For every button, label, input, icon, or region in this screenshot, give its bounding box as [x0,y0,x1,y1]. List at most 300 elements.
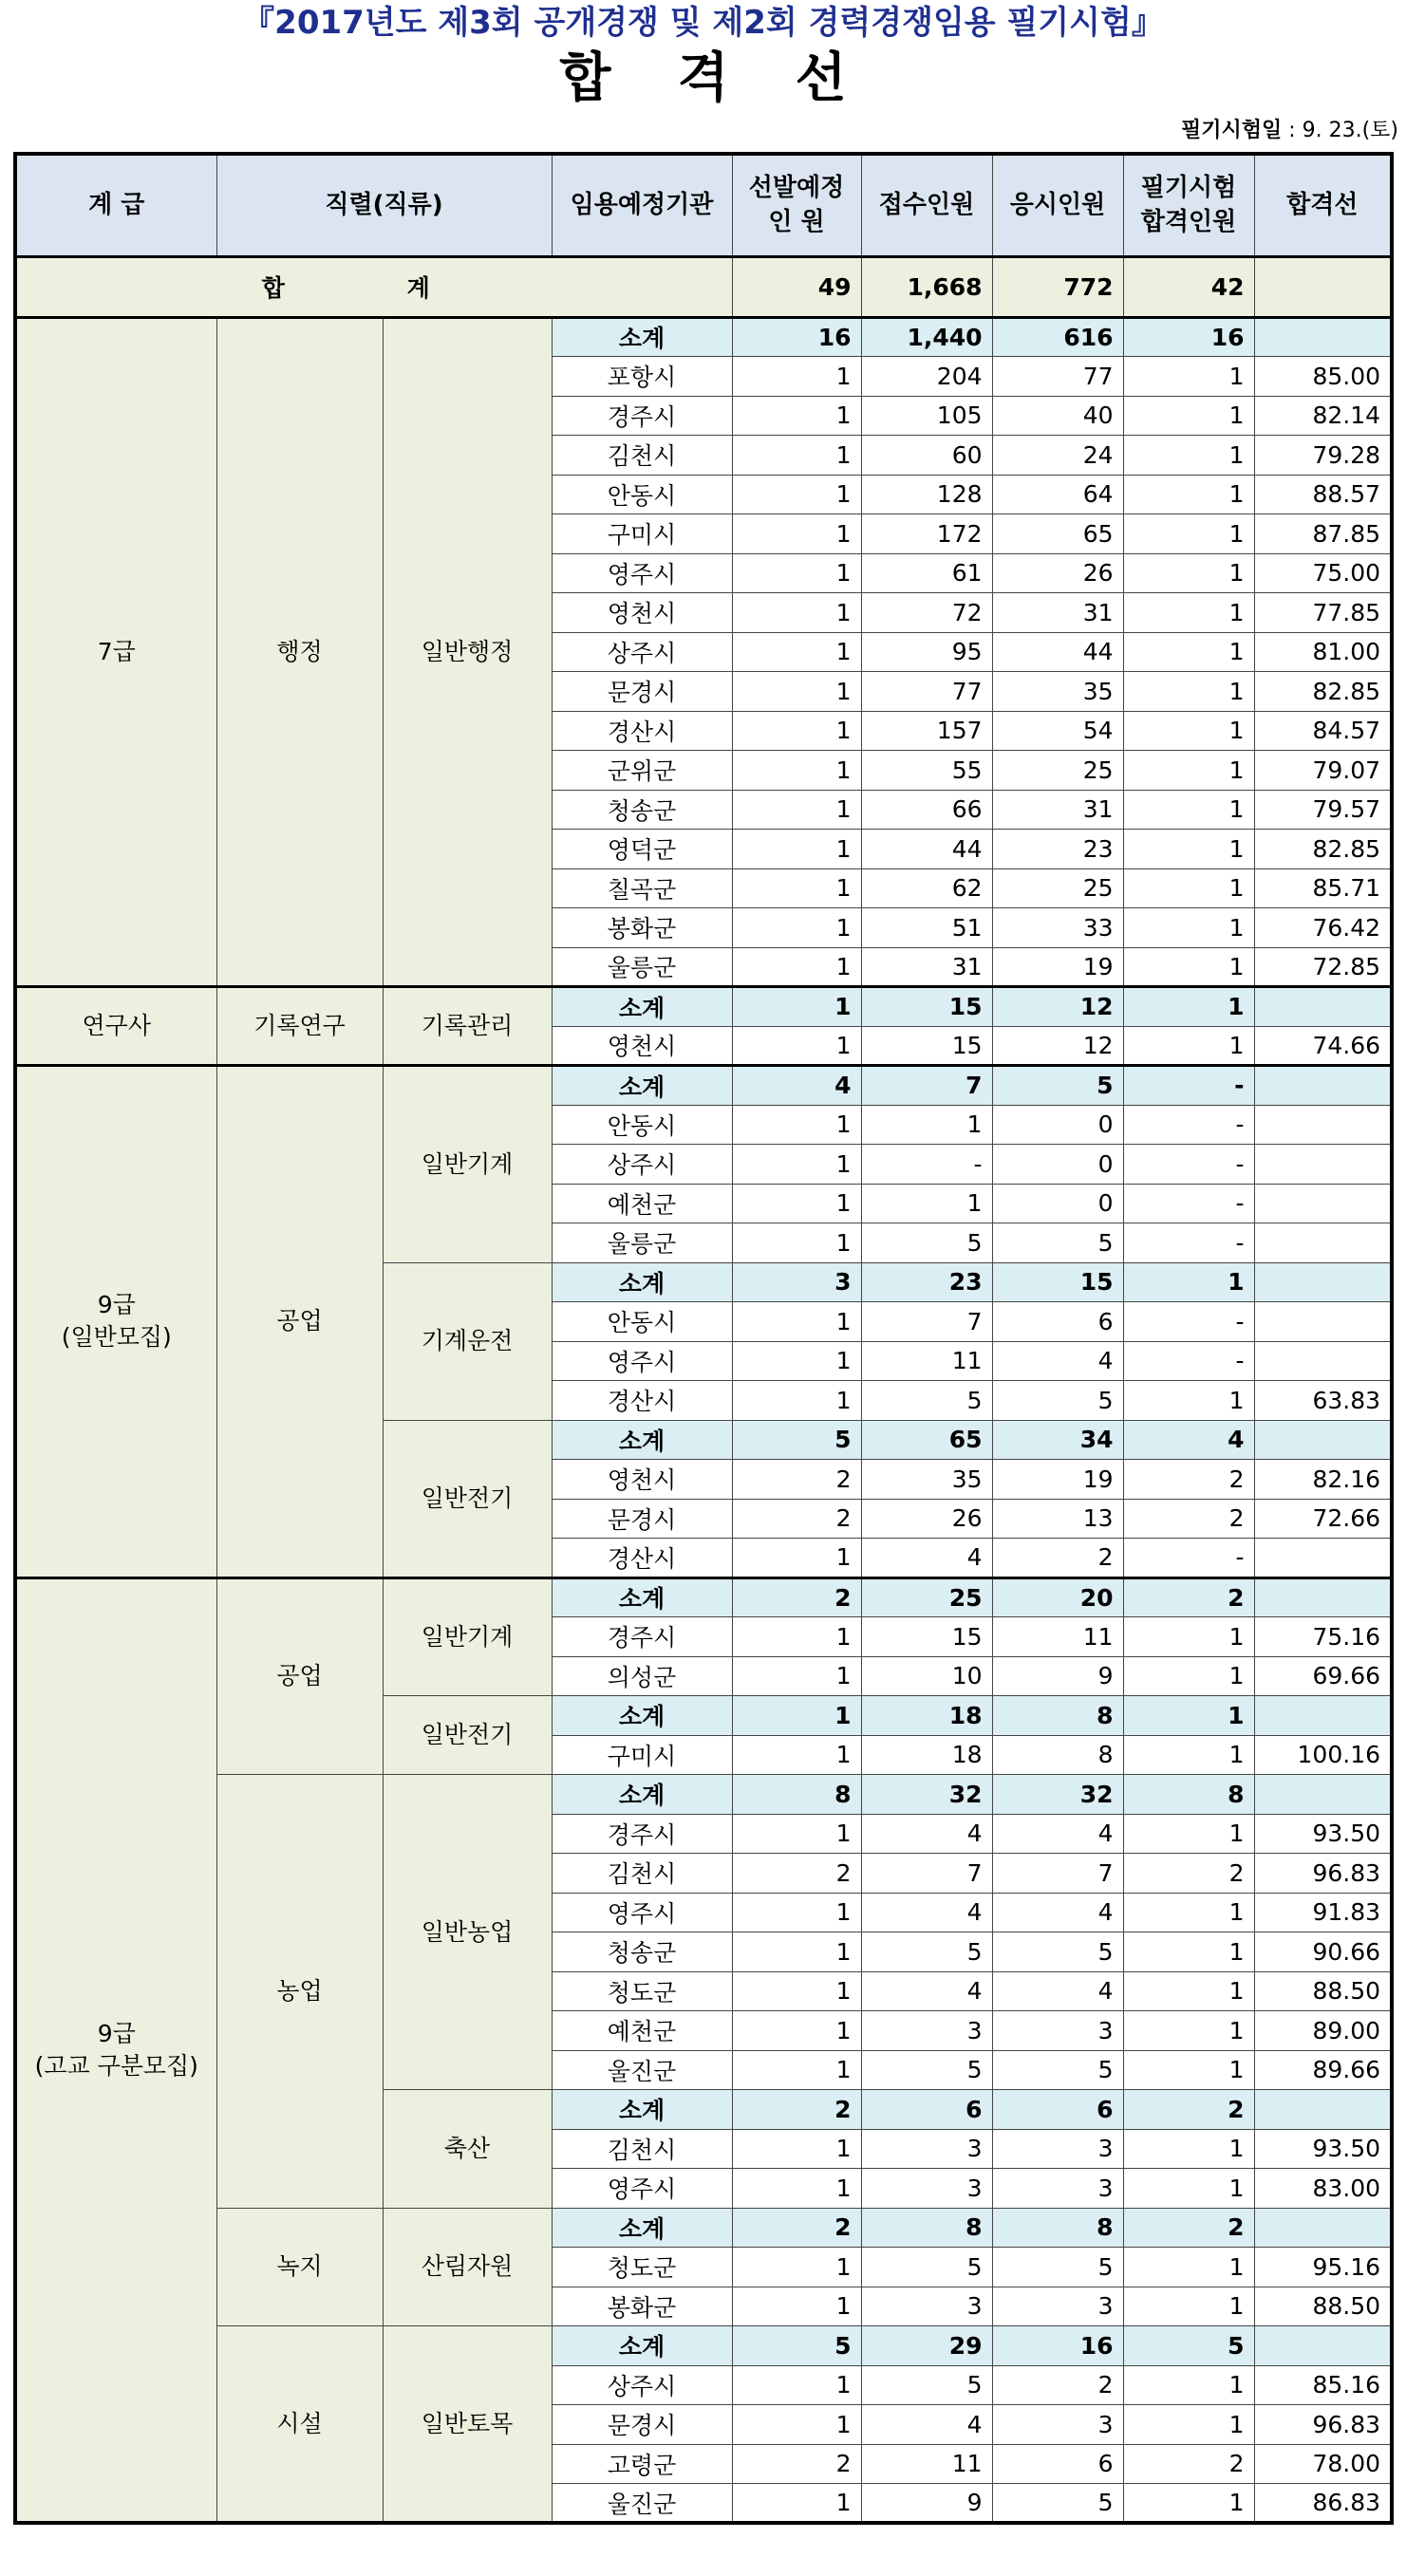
cell-agency: 의성군 [552,1656,732,1696]
cell-planned: 1 [732,553,861,593]
cell-took: 35 [992,672,1123,712]
subtotal-planned: 2 [732,2208,861,2248]
subseries-cell: 일반농업 [383,1775,552,2090]
cell-took: 44 [992,632,1123,672]
cell-applied: 3 [861,2287,992,2326]
cell-agency: 경산시 [552,1539,732,1578]
cell-applied: 10 [861,1656,992,1696]
cell-passed: 1 [1123,672,1254,712]
cell-agency: 안동시 [552,475,732,514]
cell-took: 9 [992,1656,1123,1696]
cell-passed: - [1123,1145,1254,1185]
subtotal-agency: 소계 [552,2208,732,2248]
subtotal-planned: 4 [732,1066,861,1106]
header-cutoff: 합격선 [1254,154,1392,256]
cell-agency: 칠곡군 [552,868,732,908]
cell-cutoff: 85.71 [1254,868,1392,908]
cell-applied: 31 [861,947,992,987]
cell-planned: 1 [732,2287,861,2326]
cell-passed: 1 [1123,868,1254,908]
subtotal-agency: 소계 [552,1775,732,1815]
subtotal-cutoff [1254,1066,1392,1106]
subtotal-passed: 4 [1123,1420,1254,1460]
cell-took: 54 [992,711,1123,751]
total-row [15,256,1392,317]
subtotal-agency: 소계 [552,987,732,1027]
cell-took: 8 [992,1735,1123,1775]
cell-planned: 1 [732,2248,861,2287]
subtotal-passed: 2 [1123,2208,1254,2248]
subtotal-applied: 1,440 [861,317,992,357]
cell-passed: 1 [1123,947,1254,987]
subtotal-took: 5 [992,1066,1123,1106]
cell-planned: 1 [732,908,861,948]
cell-agency: 김천시 [552,1854,732,1894]
cell-took: 4 [992,1814,1123,1854]
cell-passed: 1 [1123,475,1254,514]
cell-passed: - [1123,1105,1254,1145]
cell-agency: 포항시 [552,357,732,397]
cell-agency: 경산시 [552,711,732,751]
cell-planned: 1 [732,1971,861,2011]
cell-took: 3 [992,2011,1123,2051]
cell-passed: 1 [1123,1814,1254,1854]
cell-took: 24 [992,436,1123,476]
cell-cutoff: 75.16 [1254,1617,1392,1657]
subtotal-applied: 7 [861,1066,992,1106]
cell-agency: 상주시 [552,1145,732,1185]
cell-cutoff: 81.00 [1254,632,1392,672]
cell-took: 2 [992,2365,1123,2405]
header-grade: 계 급 [15,154,216,256]
exam-date-value: : 9. 23.(토) [1282,119,1398,142]
cell-agency: 영주시 [552,1893,732,1932]
cell-applied: 51 [861,908,992,948]
subtotal-row [15,1577,1392,1617]
cell-applied: - [861,1145,992,1185]
header-passed: 필기시험 합격인원 [1123,154,1254,256]
subtotal-took: 12 [992,987,1123,1027]
cell-planned: 1 [732,751,861,791]
cell-planned: 1 [732,2011,861,2051]
subseries-cell: 기계운전 [383,1262,552,1420]
subtotal-passed: 8 [1123,1775,1254,1815]
cell-applied: 11 [861,2444,992,2484]
cell-applied: 157 [861,711,992,751]
cell-agency: 경주시 [552,396,732,436]
series-cell: 공업 [216,1066,383,1578]
subtotal-row [15,987,1392,1027]
cell-planned: 1 [732,514,861,554]
cell-agency: 영천시 [552,593,732,633]
cell-cutoff: 82.85 [1254,830,1392,869]
cell-cutoff [1254,1302,1392,1342]
subtotal-passed: 16 [1123,317,1254,357]
subtotal-planned: 3 [732,1262,861,1302]
cell-agency: 경산시 [552,1381,732,1421]
subtotal-planned: 5 [732,1420,861,1460]
cell-applied: 4 [861,2405,992,2445]
cell-planned: 1 [732,593,861,633]
cell-took: 2 [992,1539,1123,1578]
cell-agency: 울릉군 [552,1223,732,1263]
document-subtitle: 합격선 [559,47,913,109]
cell-planned: 1 [732,1223,861,1263]
cell-cutoff: 90.66 [1254,1932,1392,1972]
cell-planned: 1 [732,1814,861,1854]
cell-agency: 고령군 [552,2444,732,2484]
cell-applied: 5 [861,2050,992,2090]
cell-passed: 1 [1123,1893,1254,1932]
cell-applied: 7 [861,1302,992,1342]
subtotal-planned: 2 [732,1577,861,1617]
cell-agency: 영덕군 [552,830,732,869]
cell-passed: 1 [1123,1617,1254,1657]
cell-agency: 문경시 [552,1499,732,1539]
cell-planned: 1 [732,1302,861,1342]
cell-applied: 1 [861,1184,992,1223]
cell-planned: 1 [732,1184,861,1223]
cell-applied: 5 [861,1932,992,1972]
cell-applied: 204 [861,357,992,397]
grade-cell: 9급 (일반모집) [15,1066,216,1578]
subtotal-row [15,2208,1392,2248]
cell-cutoff: 95.16 [1254,2248,1392,2287]
cell-passed: - [1123,1223,1254,1263]
cell-agency: 봉화군 [552,908,732,948]
subseries-cell: 축산 [383,2090,552,2209]
cell-took: 65 [992,514,1123,554]
cell-applied: 15 [861,1617,992,1657]
cell-took: 5 [992,2248,1123,2287]
cell-agency: 청도군 [552,2248,732,2287]
cell-agency: 문경시 [552,2405,732,2445]
subseries-cell: 일반토목 [383,2326,552,2524]
cell-planned: 1 [732,711,861,751]
subtotal-applied: 25 [861,1577,992,1617]
cell-took: 0 [992,1145,1123,1185]
cell-planned: 1 [732,2365,861,2405]
cell-agency: 영주시 [552,1341,732,1381]
cell-passed: 1 [1123,1932,1254,1972]
cell-applied: 95 [861,632,992,672]
cell-applied: 18 [861,1735,992,1775]
cell-planned: 1 [732,1381,861,1421]
subtotal-cutoff [1254,2208,1392,2248]
cell-applied: 4 [861,1814,992,1854]
series-cell: 농업 [216,1775,383,2209]
cell-cutoff [1254,1105,1392,1145]
subseries-cell: 일반기계 [383,1577,552,1696]
subseries-cell: 기록관리 [383,987,552,1066]
cell-applied: 77 [861,672,992,712]
cell-passed: - [1123,1184,1254,1223]
header-applied: 접수인원 [861,154,992,256]
cell-agency: 김천시 [552,436,732,476]
cell-applied: 3 [861,2011,992,2051]
cell-passed: 1 [1123,790,1254,830]
cell-agency: 울진군 [552,2050,732,2090]
cell-applied: 66 [861,790,992,830]
subtotal-passed: 5 [1123,2326,1254,2366]
cell-took: 23 [992,830,1123,869]
cell-agency: 경주시 [552,1814,732,1854]
subtotal-passed: 1 [1123,1696,1254,1736]
cell-planned: 1 [732,1145,861,1185]
cell-passed: 1 [1123,1381,1254,1421]
cell-applied: 5 [861,2248,992,2287]
cell-agency: 군위군 [552,751,732,791]
cell-took: 5 [992,1223,1123,1263]
cell-applied: 4 [861,1971,992,2011]
total-applied: 1,668 [861,256,992,317]
cell-agency: 예천군 [552,1184,732,1223]
cell-applied: 3 [861,2129,992,2169]
cell-passed: 1 [1123,396,1254,436]
cell-applied: 55 [861,751,992,791]
cell-applied: 15 [861,1026,992,1066]
subtotal-took: 8 [992,2208,1123,2248]
cell-applied: 5 [861,2365,992,2405]
series-cell: 시설 [216,2326,383,2524]
cell-cutoff: 100.16 [1254,1735,1392,1775]
cell-took: 3 [992,2169,1123,2209]
cell-applied: 128 [861,475,992,514]
subtotal-planned: 1 [732,987,861,1027]
cell-cutoff: 96.83 [1254,2405,1392,2445]
cell-cutoff: 72.85 [1254,947,1392,987]
cell-passed: 2 [1123,1460,1254,1500]
cell-took: 4 [992,1971,1123,2011]
cell-applied: 1 [861,1105,992,1145]
cell-passed: 1 [1123,908,1254,948]
subtotal-planned: 16 [732,317,861,357]
subtotal-agency: 소계 [552,1696,732,1736]
cell-agency: 청송군 [552,790,732,830]
cell-cutoff [1254,1341,1392,1381]
total-cutoff [1254,256,1392,317]
cell-agency: 안동시 [552,1105,732,1145]
cell-agency: 영천시 [552,1460,732,1500]
cell-passed: - [1123,1341,1254,1381]
cell-agency: 김천시 [552,2129,732,2169]
cell-took: 33 [992,908,1123,948]
cell-planned: 1 [732,672,861,712]
cell-agency: 구미시 [552,1735,732,1775]
cell-cutoff: 85.16 [1254,2365,1392,2405]
subtotal-cutoff [1254,1577,1392,1617]
subtotal-took: 20 [992,1577,1123,1617]
subtotal-took: 34 [992,1420,1123,1460]
cell-took: 4 [992,1341,1123,1381]
series-cell: 기록연구 [216,987,383,1066]
grade-cell: 연구사 [15,987,216,1066]
cell-passed: 1 [1123,751,1254,791]
cell-took: 6 [992,2444,1123,2484]
subtotal-agency: 소계 [552,1066,732,1106]
series-cell: 공업 [216,1577,383,1775]
cell-passed: 1 [1123,2248,1254,2287]
cell-passed: 1 [1123,2365,1254,2405]
subtotal-cutoff [1254,2090,1392,2130]
cell-planned: 1 [732,1735,861,1775]
cell-took: 19 [992,947,1123,987]
cell-cutoff: 79.57 [1254,790,1392,830]
cell-applied: 35 [861,1460,992,1500]
cell-passed: 2 [1123,1499,1254,1539]
cell-cutoff: 79.07 [1254,751,1392,791]
cell-cutoff: 82.16 [1254,1460,1392,1500]
subtotal-cutoff [1254,1775,1392,1815]
cell-cutoff: 87.85 [1254,514,1392,554]
cell-applied: 44 [861,830,992,869]
subtotal-applied: 15 [861,987,992,1027]
cell-took: 12 [992,1026,1123,1066]
cell-cutoff: 96.83 [1254,1854,1392,1894]
cell-passed: 1 [1123,632,1254,672]
cell-took: 0 [992,1105,1123,1145]
cell-cutoff: 88.50 [1254,1971,1392,2011]
cell-agency: 안동시 [552,1302,732,1342]
cell-applied: 9 [861,2484,992,2524]
subtotal-agency: 소계 [552,1577,732,1617]
grade-cell: 9급 (고교 구분모집) [15,1577,216,2523]
subtotal-row [15,1066,1392,1106]
subtotal-applied: 29 [861,2326,992,2366]
cell-planned: 1 [732,1026,861,1066]
cell-applied: 3 [861,2169,992,2209]
cell-took: 25 [992,751,1123,791]
subtotal-planned: 8 [732,1775,861,1815]
cell-passed: 1 [1123,593,1254,633]
subtotal-agency: 소계 [552,1262,732,1302]
subtotal-applied: 65 [861,1420,992,1460]
subtotal-row [15,1775,1392,1815]
subtotal-took: 16 [992,2326,1123,2366]
cell-planned: 1 [732,1617,861,1657]
cell-took: 26 [992,553,1123,593]
cell-cutoff: 93.50 [1254,1814,1392,1854]
cell-planned: 1 [732,1656,861,1696]
cell-cutoff: 78.00 [1254,2444,1392,2484]
cell-applied: 172 [861,514,992,554]
cell-passed: 1 [1123,2169,1254,2209]
subseries-cell: 산림자원 [383,2208,552,2326]
subtotal-agency: 소계 [552,2090,732,2130]
subtotal-took: 8 [992,1696,1123,1736]
header-planned: 선발예정 인 원 [732,154,861,256]
series-cell: 녹지 [216,2208,383,2326]
cell-applied: 4 [861,1539,992,1578]
cell-took: 6 [992,1302,1123,1342]
cell-took: 40 [992,396,1123,436]
cell-applied: 62 [861,868,992,908]
cell-cutoff: 91.83 [1254,1893,1392,1932]
cell-passed: 1 [1123,1971,1254,2011]
cell-agency: 문경시 [552,672,732,712]
cell-planned: 1 [732,475,861,514]
cell-applied: 11 [861,1341,992,1381]
cell-cutoff: 75.00 [1254,553,1392,593]
cell-passed: 2 [1123,1854,1254,1894]
cell-applied: 61 [861,553,992,593]
subtotal-applied: 23 [861,1262,992,1302]
subseries-cell: 일반행정 [383,317,552,987]
cell-passed: 1 [1123,1656,1254,1696]
subseries-cell: 일반전기 [383,1696,552,1775]
subtotal-planned: 1 [732,1696,861,1736]
cell-took: 5 [992,2484,1123,2524]
cell-passed: - [1123,1302,1254,1342]
subtotal-cutoff [1254,1696,1392,1736]
cell-passed: 1 [1123,2405,1254,2445]
cell-applied: 105 [861,396,992,436]
cell-planned: 2 [732,1854,861,1894]
cell-agency: 봉화군 [552,2287,732,2326]
cell-took: 5 [992,2050,1123,2090]
cell-planned: 1 [732,632,861,672]
subtotal-planned: 5 [732,2326,861,2366]
cell-cutoff: 89.66 [1254,2050,1392,2090]
subtotal-passed: 2 [1123,2090,1254,2130]
subtotal-row [15,2326,1392,2366]
cell-cutoff: 77.85 [1254,593,1392,633]
subtotal-row [15,317,1392,357]
cell-cutoff [1254,1223,1392,1263]
cell-cutoff [1254,1145,1392,1185]
exam-date-label: 필기시험일 [1180,119,1283,142]
document-title: 『2017년도 제3회 공개경쟁 및 제2회 경력경쟁임용 필기시험』 [242,4,1164,42]
subtotal-took: 616 [992,317,1123,357]
subtotal-cutoff [1254,987,1392,1027]
cell-agency: 예천군 [552,2011,732,2051]
cell-applied: 5 [861,1223,992,1263]
cell-cutoff: 88.57 [1254,475,1392,514]
cell-planned: 1 [732,2484,861,2524]
cell-took: 31 [992,593,1123,633]
subtotal-passed: 2 [1123,1577,1254,1617]
cell-took: 64 [992,475,1123,514]
cell-took: 25 [992,868,1123,908]
subtotal-applied: 6 [861,2090,992,2130]
cell-took: 5 [992,1381,1123,1421]
subtotal-agency: 소계 [552,317,732,357]
cell-planned: 1 [732,2405,861,2445]
cell-cutoff: 84.57 [1254,711,1392,751]
cell-planned: 1 [732,357,861,397]
total-passed: 42 [1123,256,1254,317]
cell-agency: 경주시 [552,1617,732,1657]
cell-agency: 울진군 [552,2484,732,2524]
cell-cutoff: 89.00 [1254,2011,1392,2051]
cell-planned: 2 [732,1460,861,1500]
subtotal-applied: 18 [861,1696,992,1736]
cell-agency: 구미시 [552,514,732,554]
cell-passed: 1 [1123,1026,1254,1066]
cell-cutoff: 72.66 [1254,1499,1392,1539]
cell-agency: 영주시 [552,2169,732,2209]
cell-took: 13 [992,1499,1123,1539]
cell-took: 11 [992,1617,1123,1657]
cell-agency: 영주시 [552,553,732,593]
cell-passed: 1 [1123,2011,1254,2051]
cell-planned: 1 [732,868,861,908]
cell-took: 0 [992,1184,1123,1223]
cell-passed: 1 [1123,436,1254,476]
cell-took: 3 [992,2129,1123,2169]
cell-cutoff: 69.66 [1254,1656,1392,1696]
cell-agency: 청도군 [552,1971,732,2011]
